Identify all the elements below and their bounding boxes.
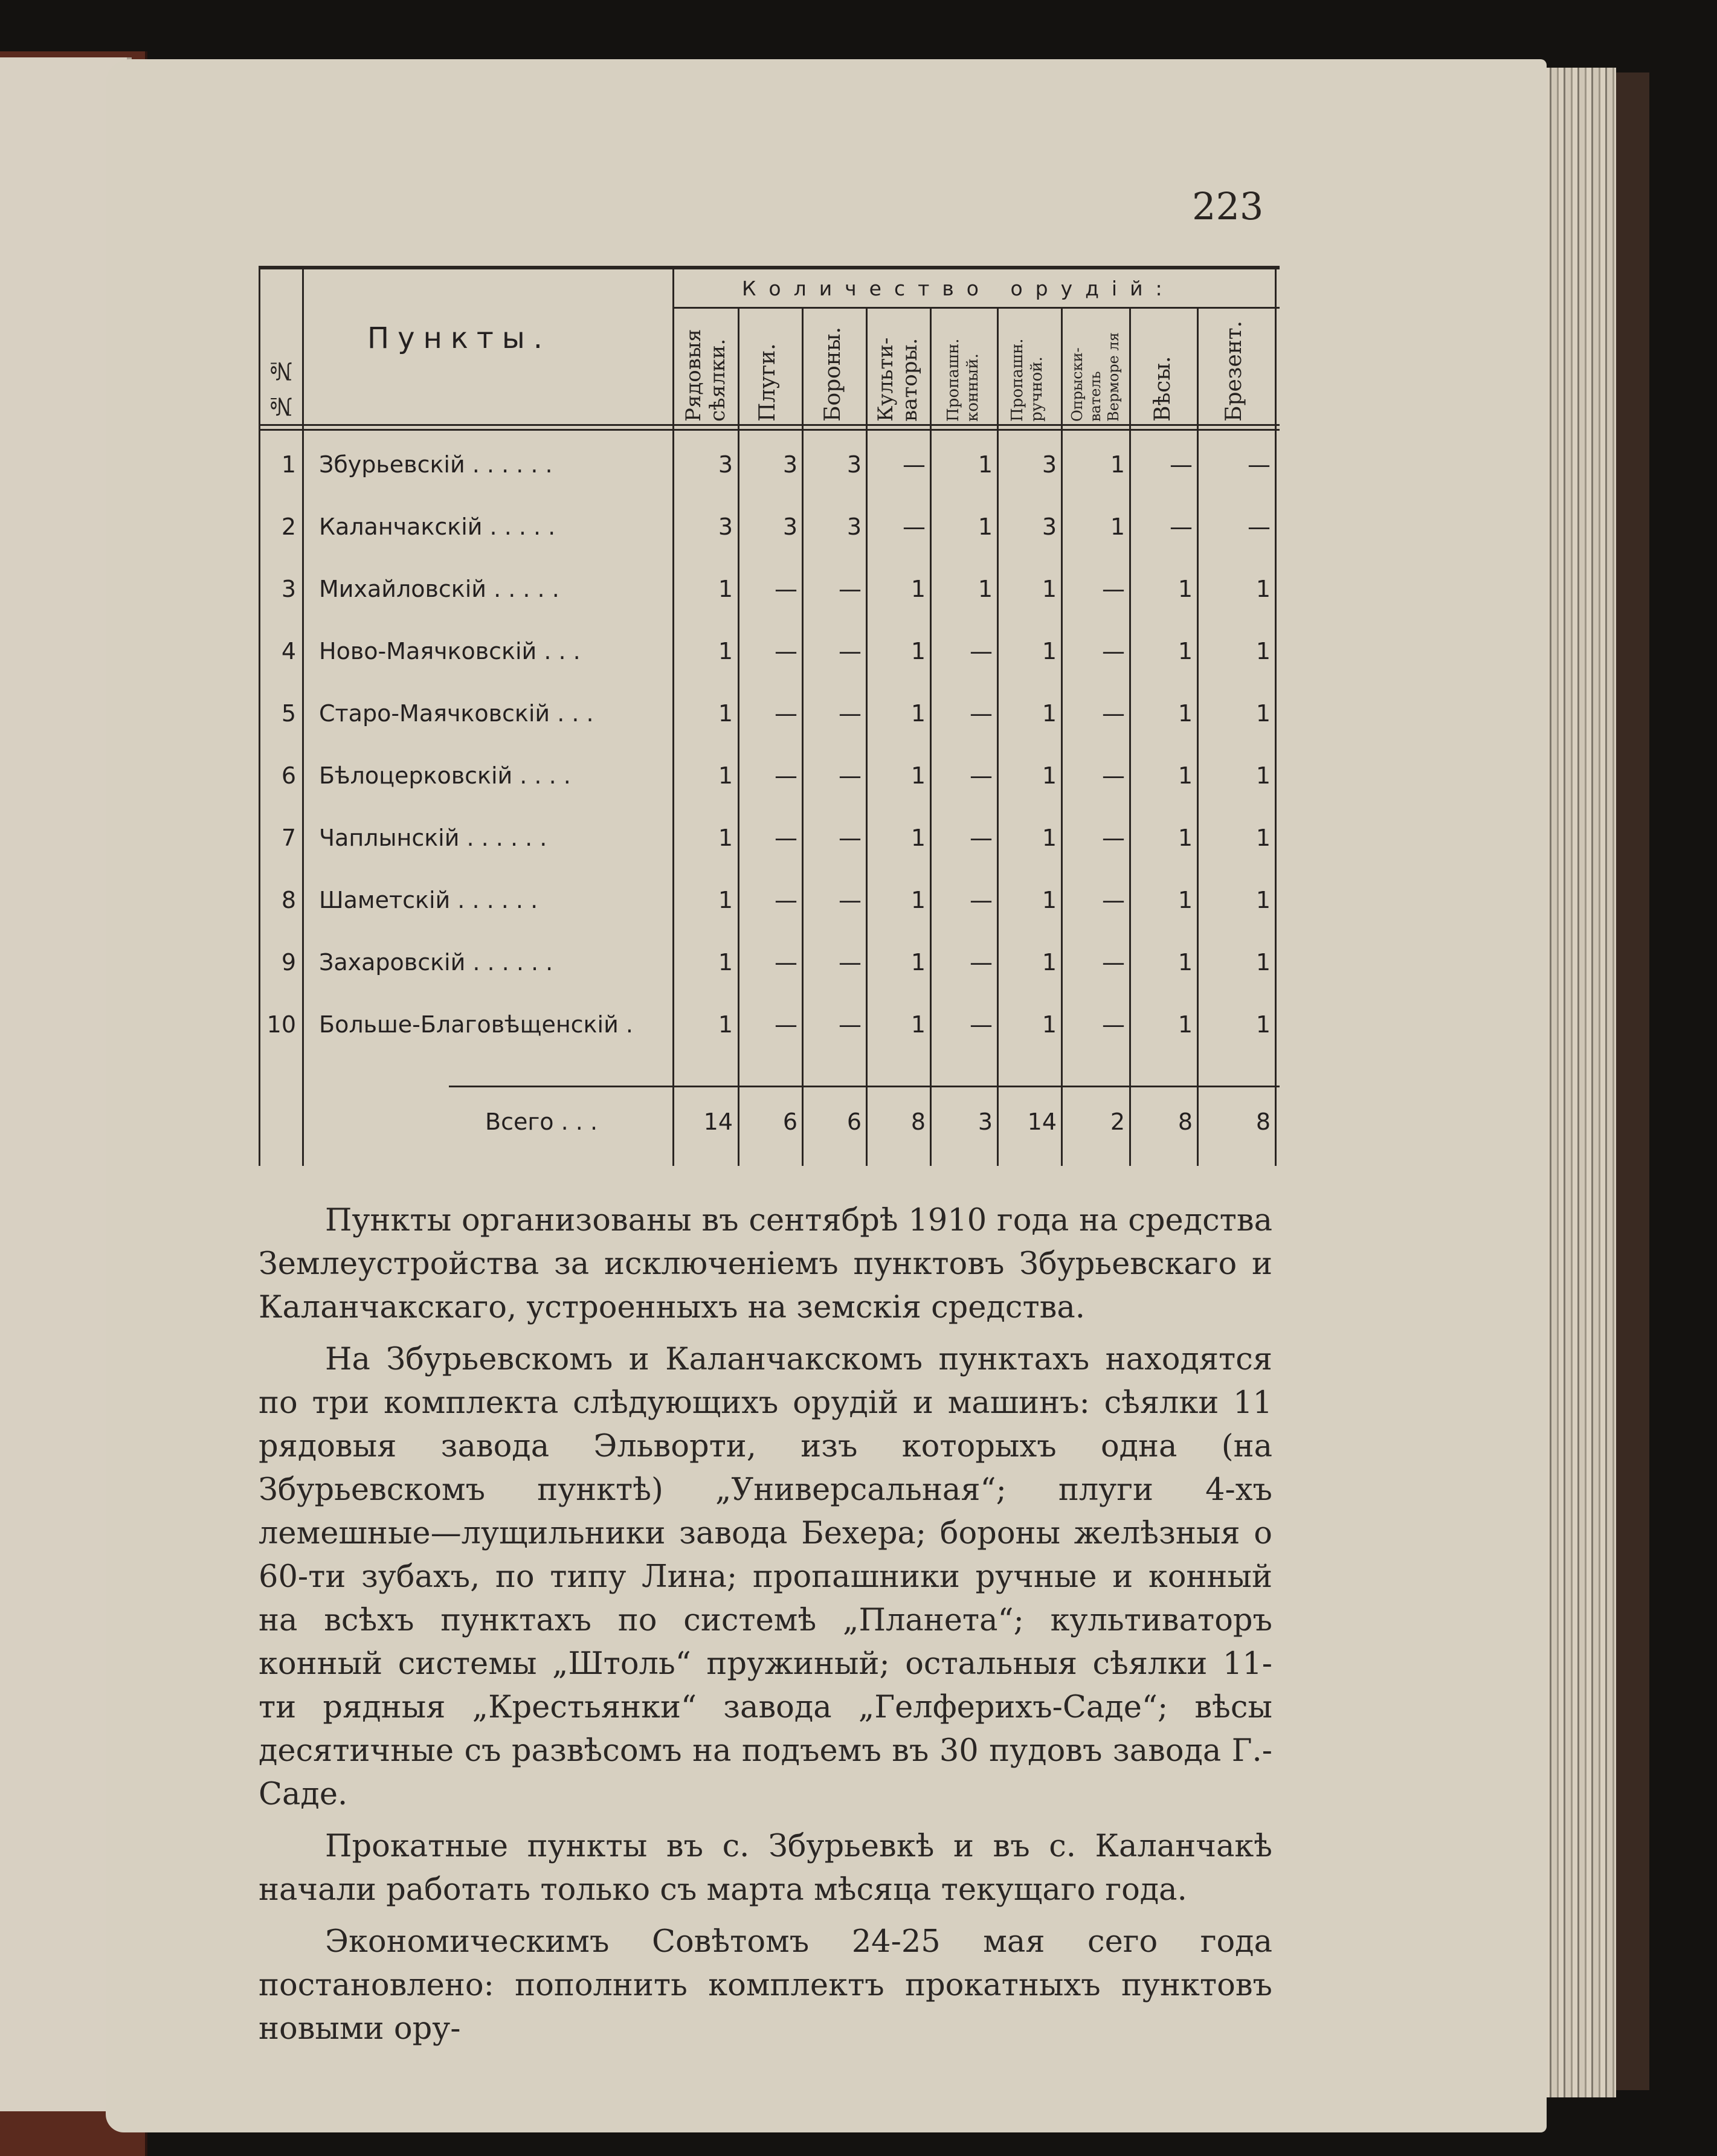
value-cell: —	[970, 762, 993, 789]
value-cell: —	[775, 576, 797, 602]
total-cell: 6	[782, 1109, 797, 1135]
value-cell: —	[839, 576, 862, 602]
value-cell: —	[775, 638, 797, 664]
value-cell: 1	[910, 825, 926, 851]
value-cell: —	[1102, 762, 1125, 789]
point-name: Шаметскiй . . . . . .	[319, 887, 538, 913]
value-cell: —	[1170, 513, 1193, 540]
col-header-seeders: Рядовыя сѣялки.	[681, 329, 730, 422]
value-cell: 1	[1255, 887, 1271, 913]
value-cell: —	[775, 825, 797, 851]
value-cell: —	[1170, 451, 1193, 478]
value-cell: —	[839, 887, 862, 913]
value-cell: 3	[1042, 513, 1057, 540]
value-cell: —	[1248, 513, 1271, 540]
value-cell: 1	[1255, 700, 1271, 727]
value-cell: —	[1102, 700, 1125, 727]
table-row	[259, 638, 1280, 674]
value-cell: —	[839, 1011, 862, 1038]
implements-table	[259, 266, 1280, 1172]
total-cell: 14	[1027, 1109, 1057, 1135]
value-cell: 1	[718, 762, 733, 789]
page-number: 223	[1192, 184, 1264, 228]
table-row	[259, 887, 1280, 923]
value-cell: —	[970, 825, 993, 851]
value-cell: 1	[1177, 700, 1193, 727]
value-cell: 1	[1177, 887, 1193, 913]
value-cell: 1	[1177, 576, 1193, 602]
value-cell: —	[775, 762, 797, 789]
value-cell: —	[970, 638, 993, 664]
point-name: Збурьевскiй . . . . . .	[319, 451, 553, 478]
paragraph: Прокатные пункты въ с. Збурьевкѣ и въ с. Каланчакѣ начали работать только съ марта мѣсяца текущаго года.	[259, 1829, 1272, 1908]
table-row	[259, 451, 1280, 488]
value-cell: —	[970, 949, 993, 976]
total-cell: 2	[1110, 1109, 1125, 1135]
col-header-hand-weeder: Пропашн. ручной.	[1008, 338, 1046, 422]
value-cell: —	[775, 949, 797, 976]
value-cell: 1	[910, 1011, 926, 1038]
value-cell: —	[839, 762, 862, 789]
row-number: 9	[281, 949, 296, 976]
point-name: Бѣлоцерковскiй . . . .	[319, 762, 571, 789]
title-underline	[672, 307, 1280, 309]
table-row	[259, 576, 1280, 612]
value-cell: 1	[1177, 638, 1193, 664]
value-cell: 1	[718, 1011, 733, 1038]
value-cell: —	[970, 700, 993, 727]
value-cell: —	[839, 700, 862, 727]
col-header-horse-weeder: Пропашн. конный.	[944, 338, 982, 422]
total-cell: 8	[1177, 1109, 1193, 1135]
value-cell: —	[1102, 576, 1125, 602]
value-cell: —	[1248, 451, 1271, 478]
row-number: 1	[281, 451, 296, 478]
header-bottom-rule	[259, 424, 1280, 426]
table-title: Количество орудiй:	[742, 277, 1175, 300]
row-number: 10	[266, 1011, 296, 1038]
value-cell: 3	[846, 513, 862, 540]
col-header-scales: Вѣсы.	[1150, 356, 1175, 422]
value-cell: 1	[1042, 700, 1057, 727]
value-cell: 1	[1042, 825, 1057, 851]
total-cell: 3	[978, 1109, 993, 1135]
value-cell: 1	[910, 576, 926, 602]
value-cell: 1	[718, 638, 733, 664]
value-cell: 1	[1255, 825, 1271, 851]
points-header: Пункты.	[367, 321, 551, 355]
row-number: 4	[281, 638, 296, 664]
total-cell: 8	[1255, 1109, 1271, 1135]
value-cell: 1	[978, 513, 993, 540]
point-name: Захаровскiй . . . . . .	[319, 949, 553, 976]
value-cell: 1	[1042, 638, 1057, 664]
value-cell: 1	[1255, 949, 1271, 976]
value-cell: 1	[910, 887, 926, 913]
value-cell: 1	[1255, 762, 1271, 789]
header-bottom-rule-2	[259, 429, 1280, 431]
value-cell: 1	[1255, 1011, 1271, 1038]
value-cell: 1	[718, 887, 733, 913]
value-cell: 3	[718, 513, 733, 540]
paragraph: Пункты организованы въ сентябрѣ 1910 года на средства Землеустройства за исключенiемъ пунктовъ Збурьевскаго и Каланчакскаго, устроенныхъ на земскiя средства.	[259, 1203, 1272, 1325]
row-number: 8	[281, 887, 296, 913]
value-cell: 1	[978, 451, 993, 478]
value-cell: 3	[846, 451, 862, 478]
value-cell: 3	[1042, 451, 1057, 478]
value-cell: 1	[1177, 1011, 1193, 1038]
col-header-plows: Плуги.	[755, 343, 780, 422]
value-cell: —	[839, 949, 862, 976]
value-cell: 1	[910, 949, 926, 976]
value-cell: —	[1102, 887, 1125, 913]
value-cell: —	[1102, 638, 1125, 664]
value-cell: 1	[718, 949, 733, 976]
col-header-cultivators: Культи-ваторы.	[874, 337, 922, 422]
value-cell: 1	[978, 576, 993, 602]
page-fore-edge	[1538, 68, 1616, 2097]
table-row	[259, 700, 1280, 736]
value-cell: —	[970, 887, 993, 913]
total-cell: 8	[910, 1109, 926, 1135]
total-label: Всего . . .	[485, 1109, 598, 1135]
book-cover-right	[1616, 72, 1649, 2090]
value-cell: —	[775, 700, 797, 727]
point-name: Ново-Маячковскiй . . .	[319, 638, 581, 664]
value-cell: 1	[1255, 638, 1271, 664]
value-cell: —	[839, 638, 862, 664]
value-cell: —	[1102, 949, 1125, 976]
value-cell: 1	[1177, 762, 1193, 789]
body-text	[259, 1199, 1272, 2059]
value-cell: 1	[1042, 576, 1057, 602]
value-cell: 1	[1042, 887, 1057, 913]
value-cell: —	[1102, 1011, 1125, 1038]
col-header-harrows: Бороны.	[820, 327, 845, 422]
value-cell: —	[775, 887, 797, 913]
table-row	[259, 762, 1280, 799]
value-cell: 1	[718, 700, 733, 727]
value-cell: —	[903, 451, 926, 478]
paragraph: На Збурьевскомъ и Каланчакскомъ пунктахъ находятся по три комплекта слѣдующихъ орудiй и машинъ: сѣялки 11 рядовыя завода Эльворти, изъ которыхъ одна (на Збурьевскомъ пунктѣ) „Универсальная“; плуги 4-хъ лемешные—лущильники завода Бехера; бороны желѣзныя о 60-ти зубахъ, по типу Лина; пропашники ручные и конный на всѣхъ пунктахъ по системѣ „Планета“; культиваторъ конный системы „Штоль“ пружиный; остальныя сѣялки 11-ти рядныя „Крестьянки“ завода „Гелферихъ-Саде“; вѣсы десятичные съ развѣсомъ на подъемъ въ 30 пудовъ завода Г.-Саде.	[259, 1342, 1272, 1812]
value-cell: —	[903, 513, 926, 540]
total-cell: 6	[846, 1109, 862, 1135]
col-header-tarpaulin: Брезент.	[1222, 320, 1246, 422]
value-cell: 1	[718, 825, 733, 851]
number-header: № №	[267, 356, 295, 420]
value-cell: 1	[1042, 1011, 1057, 1038]
paragraph: Экономическимъ Совѣтомъ 24-25 мая сего года постановлено: пополнить комплектъ прокатныхъ пунктовъ новыми ору-	[259, 1924, 1272, 2047]
value-cell: 3	[782, 451, 797, 478]
value-cell: 1	[1110, 451, 1125, 478]
value-cell: —	[839, 825, 862, 851]
row-number: 6	[281, 762, 296, 789]
value-cell: 1	[910, 700, 926, 727]
table-row	[259, 1011, 1280, 1047]
point-name: Больше-Благовѣщенскiй .	[319, 1011, 633, 1038]
value-cell: 1	[1255, 576, 1271, 602]
point-name: Чаплынскiй . . . . . .	[319, 825, 547, 851]
row-number: 3	[281, 576, 296, 602]
value-cell: 1	[1042, 762, 1057, 789]
totals-row	[259, 1109, 1280, 1145]
value-cell: 1	[910, 638, 926, 664]
value-cell: 1	[1177, 825, 1193, 851]
value-cell: —	[970, 1011, 993, 1038]
value-cell: 3	[782, 513, 797, 540]
table-top-rule	[259, 266, 1280, 269]
value-cell: 3	[718, 451, 733, 478]
value-cell: 1	[1177, 949, 1193, 976]
value-cell: 1	[718, 576, 733, 602]
row-number: 7	[281, 825, 296, 851]
row-number: 2	[281, 513, 296, 540]
table-row	[259, 949, 1280, 985]
value-cell: —	[775, 1011, 797, 1038]
value-cell: 1	[910, 762, 926, 789]
point-name: Каланчакскiй . . . . .	[319, 513, 556, 540]
point-name: Старо-Маячковскiй . . .	[319, 700, 594, 727]
table-row	[259, 825, 1280, 861]
point-name: Михайловскiй . . . . .	[319, 576, 559, 602]
table-row	[259, 513, 1280, 550]
value-cell: 1	[1042, 949, 1057, 976]
row-number: 5	[281, 700, 296, 727]
value-cell: —	[1102, 825, 1125, 851]
total-rule	[449, 1086, 1280, 1087]
total-cell: 14	[703, 1109, 733, 1135]
value-cell: 1	[1110, 513, 1125, 540]
col-header-sprayer: Опрыски-ватель Верморе ля	[1069, 332, 1122, 422]
